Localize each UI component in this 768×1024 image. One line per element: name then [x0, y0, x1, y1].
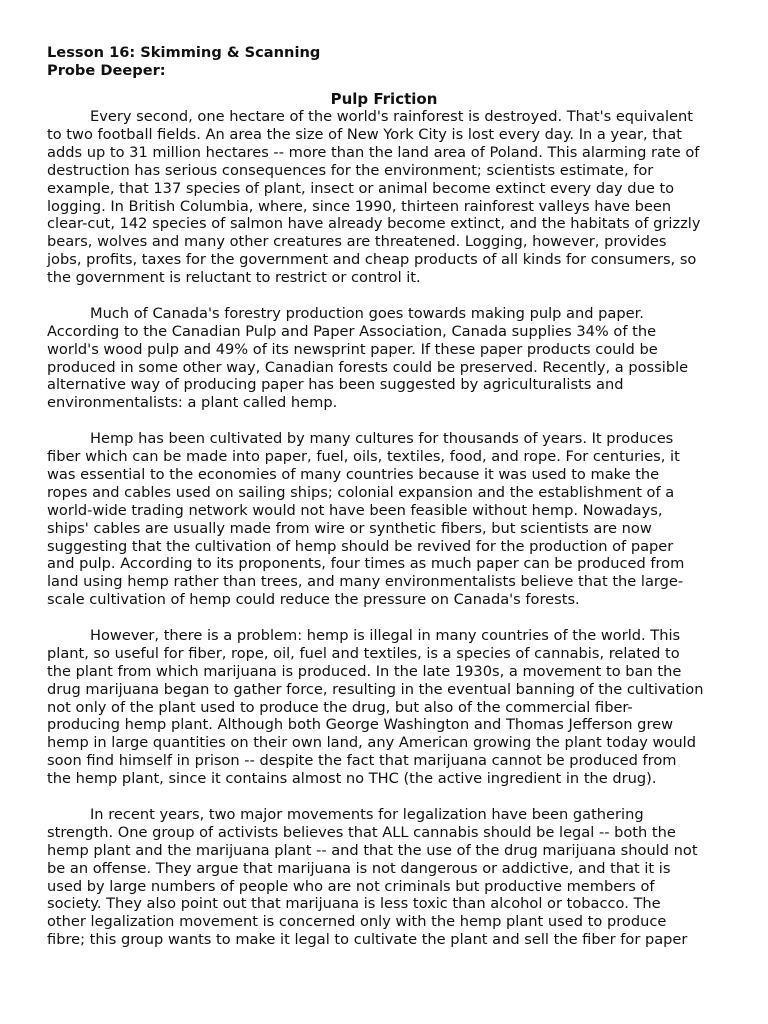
article-body [47, 108, 721, 949]
paragraph-line: fiber which can be made into paper, fuel, oils, textiles, food, and rope. For centuries, it [47, 448, 680, 465]
paragraph-line: ropes and cables used on sailing ships; colonial expansion and the establishment of a [47, 483, 675, 501]
paragraph-line: to two football fields. An area the size of New York City is lost every day. In a year, that [47, 125, 682, 143]
paragraph-line: suggesting that the cultivation of hemp should be revived for the production of paper [47, 537, 674, 555]
paragraph-line: bears, wolves and many other creatures are threatened. Logging, however, provides [47, 233, 667, 251]
paragraph-line: However, there is a problem: hemp is illegal in many countries of the world. This [90, 626, 681, 644]
paragraph-line: adds up to 31 million hectares -- more than the land area of Poland. This alarming rate of [47, 143, 700, 161]
paragraph-line: Much of Canada's forestry production goes towards making pulp and paper. [90, 304, 644, 322]
paragraph-line: used by large numbers of people who are not criminals but productive members of [47, 877, 655, 895]
paragraph-line: drug marijuana began to gather force, resulting in the eventual banning of the cultivation [47, 680, 704, 698]
paragraph-line: produced in some other way, Canadian forests could be preserved. Recently, a possible [47, 358, 689, 376]
paragraph-1 [47, 108, 721, 287]
paragraph-line: and pulp. According to its proponents, four times as much paper can be produced from [47, 555, 685, 573]
document-page [47, 44, 721, 967]
paragraph-4 [47, 627, 721, 788]
paragraph-line: soon find himself in prison -- despite the fact that marijuana cannot be produced from [47, 752, 677, 770]
paragraph-line: society. They also point out that marijuana is less toxic than alcohol or tobacco. The [47, 895, 661, 913]
paragraph-line: fibre; this group wants to make it legal to cultivate the plant and sell the fiber for paper [47, 931, 688, 949]
paragraph-line: strength. One group of activists believes that ALL cannabis should be legal -- both the [47, 823, 676, 841]
paragraph-3 [47, 430, 721, 609]
paragraph-line: the plant from which marijuana is produced. In the late 1930s, a movement to ban the [47, 662, 682, 680]
paragraph-line: other legalization movement is concerned only with the hemp plant used to produce [47, 913, 667, 931]
paragraph-line: was essential to the economies of many countries because it was used to make the [47, 465, 660, 483]
paragraph-line: destruction has serious consequences for the environment; scientists estimate, for [47, 161, 654, 179]
section-heading: Probe Deeper: [47, 62, 166, 79]
paragraph-line: environmentalists: a plant called hemp. [47, 394, 338, 412]
paragraph-line: the hemp plant, since it contains almost no THC (the active ingredient in the drug). [47, 770, 657, 788]
paragraph-line: example, that 137 species of plant, insect or animal become extinct every day due to [47, 179, 675, 197]
paragraph-2 [47, 305, 721, 412]
paragraph-5 [47, 806, 721, 949]
paragraph-line: plant, so useful for fiber, rope, oil, fuel and textiles, is a species of cannabis, related to [47, 644, 680, 662]
paragraph-line: jobs, profits, taxes for the government and cheap products of all kinds for consumers, so [47, 251, 697, 269]
paragraph-line: world-wide trading network would not have been feasible without hemp. Nowadays, [47, 501, 663, 519]
paragraph-line: not only of the plant used to produce the drug, but also of the commercial fiber- [47, 698, 633, 716]
paragraph-line: In recent years, two major movements for legalization have been gathering [90, 805, 644, 823]
article-title: Pulp Friction [330, 90, 438, 108]
paragraph-line: scale cultivation of hemp could reduce the pressure on Canada's forests. [47, 591, 580, 609]
paragraph-line: ships' cables are usually made from wire or synthetic fibers, but scientists are now [47, 519, 652, 537]
paragraph-line: be an offense. They argue that marijuana is not dangerous or addictive, and that it is [47, 859, 671, 877]
paragraph-line: Every second, one hectare of the world's rainforest is destroyed. That's equivalent [90, 108, 693, 125]
paragraph-line: world's wood pulp and 49% of its newsprint paper. If these paper products could be [47, 340, 658, 358]
paragraph-line: Hemp has been cultivated by many cultures for thousands of years. It produces [90, 430, 674, 448]
paragraph-line: hemp in large quantities on their own land, any American growing the plant today would [47, 734, 696, 752]
paragraph-line: logging. In British Columbia, where, since 1990, thirteen rainforest valleys have been [47, 197, 672, 215]
paragraph-line: the government is reluctant to restrict or control it. [47, 269, 421, 287]
paragraph-line: hemp plant and the marijuana plant -- and that the use of the drug marijuana should not [47, 841, 698, 859]
paragraph-line: clear-cut, 142 species of salmon have already become extinct, and the habitats of grizzly [47, 215, 701, 233]
lesson-heading: Lesson 16: Skimming & Scanning [47, 44, 321, 61]
paragraph-line: producing hemp plant. Although both George Washington and Thomas Jefferson grew [47, 716, 674, 734]
paragraph-line: According to the Canadian Pulp and Paper Association, Canada supplies 34% of the [47, 322, 657, 340]
paragraph-line: land using hemp rather than trees, and many environmentalists believe that the large- [47, 573, 684, 591]
paragraph-line: alternative way of producing paper has been suggested by agriculturalists and [47, 376, 624, 394]
